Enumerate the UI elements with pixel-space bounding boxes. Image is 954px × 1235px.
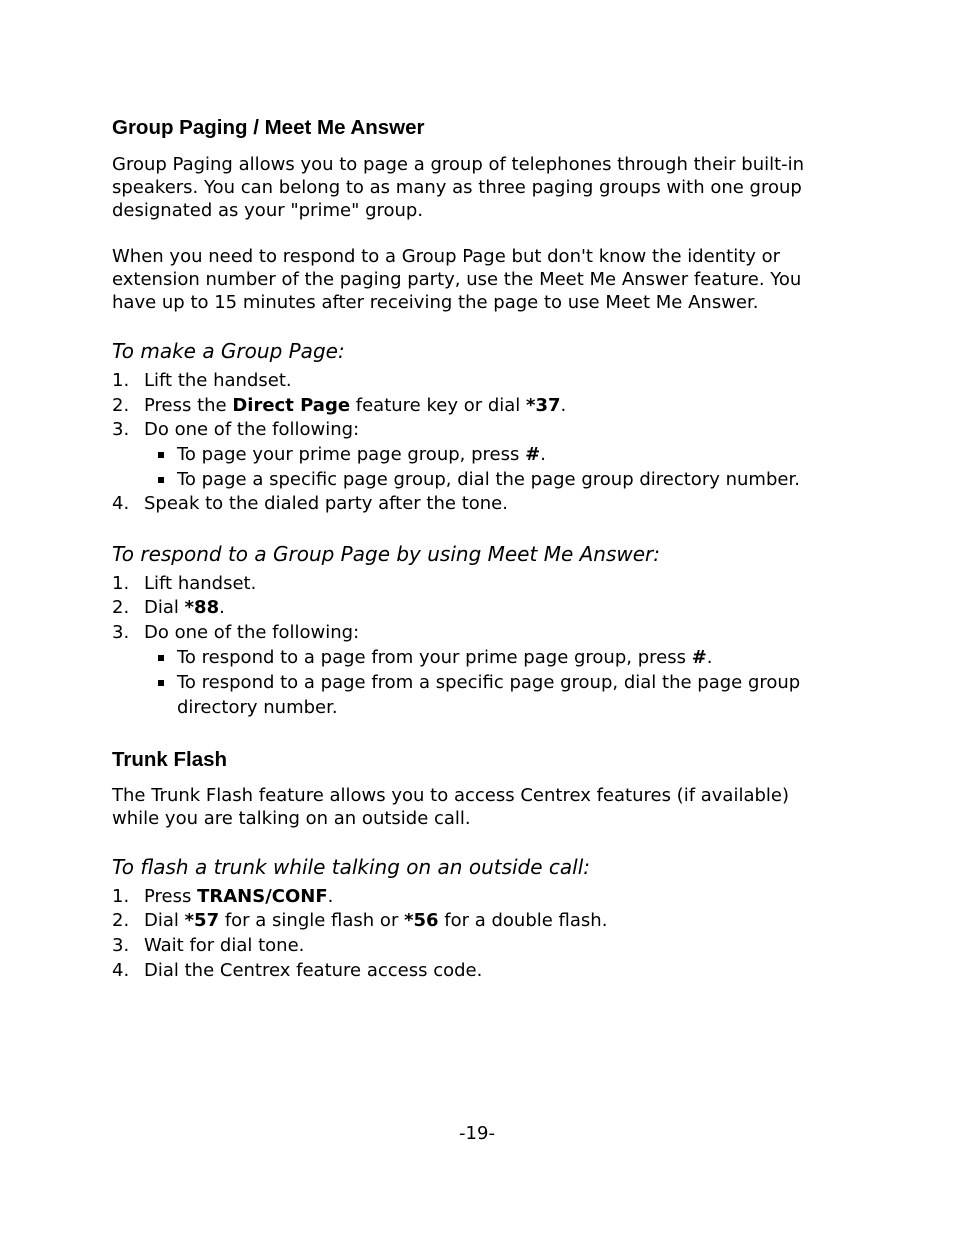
list-number: 4.	[112, 493, 130, 514]
step-text: Lift the handset.	[144, 370, 292, 391]
bullet-text: To page a specific page group, dial the page group directory number.	[177, 469, 800, 490]
list-number: 2.	[112, 597, 130, 618]
list-item	[112, 419, 359, 440]
list-item	[112, 886, 333, 907]
list-item	[112, 622, 359, 643]
feature-key-name: Direct Page	[232, 395, 351, 416]
text-line: extension number of the paging party, use the Meet Me Answer feature. You	[112, 269, 802, 291]
step-text: Press	[144, 886, 198, 907]
step-text: Do one of the following:	[144, 419, 360, 440]
dial-code: #	[691, 647, 707, 668]
page-number: -19-	[459, 1123, 495, 1144]
list-item	[112, 960, 482, 981]
bullet-item	[177, 646, 713, 671]
text-line: The Trunk Flash feature allows you to access Centrex features (if available)	[112, 785, 790, 806]
paragraph-trunk-flash-intro	[112, 784, 852, 830]
text-line: Group Paging allows you to page a group of telephones through their built-in	[112, 154, 805, 175]
bullet-text: directory number.	[177, 696, 338, 718]
step-text: feature key or dial	[350, 395, 527, 416]
bullet-square-icon	[158, 655, 164, 661]
dial-code: #	[525, 444, 541, 465]
list-number: 3.	[112, 419, 130, 440]
step-text: .	[219, 597, 225, 618]
list-number: 2.	[112, 910, 130, 931]
bullet-text: .	[540, 444, 546, 465]
list-number: 1.	[112, 886, 130, 907]
dial-code: *37	[526, 395, 561, 416]
text-line: speakers. You can belong to as many as three paging groups with one group	[112, 177, 802, 199]
list-number: 2.	[112, 395, 130, 416]
list-item	[112, 370, 292, 391]
list-item	[112, 573, 256, 594]
bullet-square-icon	[158, 452, 164, 458]
bullet-text: .	[706, 647, 713, 668]
bullet-square-icon	[158, 477, 164, 483]
bullet-text: To respond to a page from your prime page group, press	[177, 647, 692, 668]
list-item	[112, 910, 607, 931]
text-line: When you need to respond to a Group Page but don't know the identity or	[112, 246, 781, 267]
list-item	[112, 493, 508, 514]
paragraph-group-paging-intro	[112, 153, 852, 223]
bullet-square-icon	[158, 680, 164, 686]
step-text: Speak to the dialed party after the tone.	[144, 493, 508, 514]
list-number: 3.	[112, 935, 130, 956]
list-item	[112, 597, 225, 618]
list-item	[112, 395, 566, 416]
bullet-item	[177, 443, 546, 468]
step-text: Press the	[144, 395, 233, 416]
step-text: .	[327, 886, 334, 907]
paragraph-meet-me-intro	[112, 245, 852, 315]
section-heading-group-paging: Group Paging / Meet Me Answer	[112, 116, 425, 139]
step-text: .	[560, 395, 567, 416]
procedure-heading-meet-me-answer: To respond to a Group Page by using Meet Me Answer:	[112, 542, 661, 566]
procedure-heading-make-group-page: To make a Group Page:	[112, 339, 345, 363]
step-text: Lift handset.	[144, 573, 257, 594]
step-text: for a double flash.	[438, 910, 608, 931]
text-line: while you are talking on an outside call.	[112, 808, 471, 830]
bullet-text: To respond to a page from a specific page group, dial the page group	[177, 672, 801, 693]
list-number: 4.	[112, 960, 130, 981]
step-text: Dial	[144, 597, 185, 618]
step-text: Dial	[144, 910, 185, 931]
section-heading-trunk-flash: Trunk Flash	[112, 748, 228, 771]
feature-key-name: TRANS/CONF	[197, 886, 328, 907]
list-number: 3.	[112, 622, 130, 643]
dial-code: *56	[404, 910, 439, 931]
step-text: for a single flash or	[219, 910, 405, 931]
step-text: Do one of the following:	[144, 622, 360, 643]
list-number: 1.	[112, 573, 130, 594]
step-text: Wait for dial tone.	[144, 935, 305, 956]
list-number: 1.	[112, 370, 130, 391]
bullet-item	[177, 468, 800, 493]
text-line: designated as your "prime" group.	[112, 200, 424, 222]
procedure-heading-flash-trunk: To flash a trunk while talking on an outside call:	[112, 855, 591, 879]
dial-code: *57	[184, 910, 220, 931]
list-item	[112, 935, 304, 956]
bullet-text: To page your prime page group, press	[177, 444, 526, 465]
dial-code: *88	[184, 597, 220, 618]
text-line: have up to 15 minutes after receiving the page to use Meet Me Answer.	[112, 292, 759, 314]
bullet-item	[177, 671, 800, 720]
step-text: Dial the Centrex feature access code.	[144, 960, 483, 981]
